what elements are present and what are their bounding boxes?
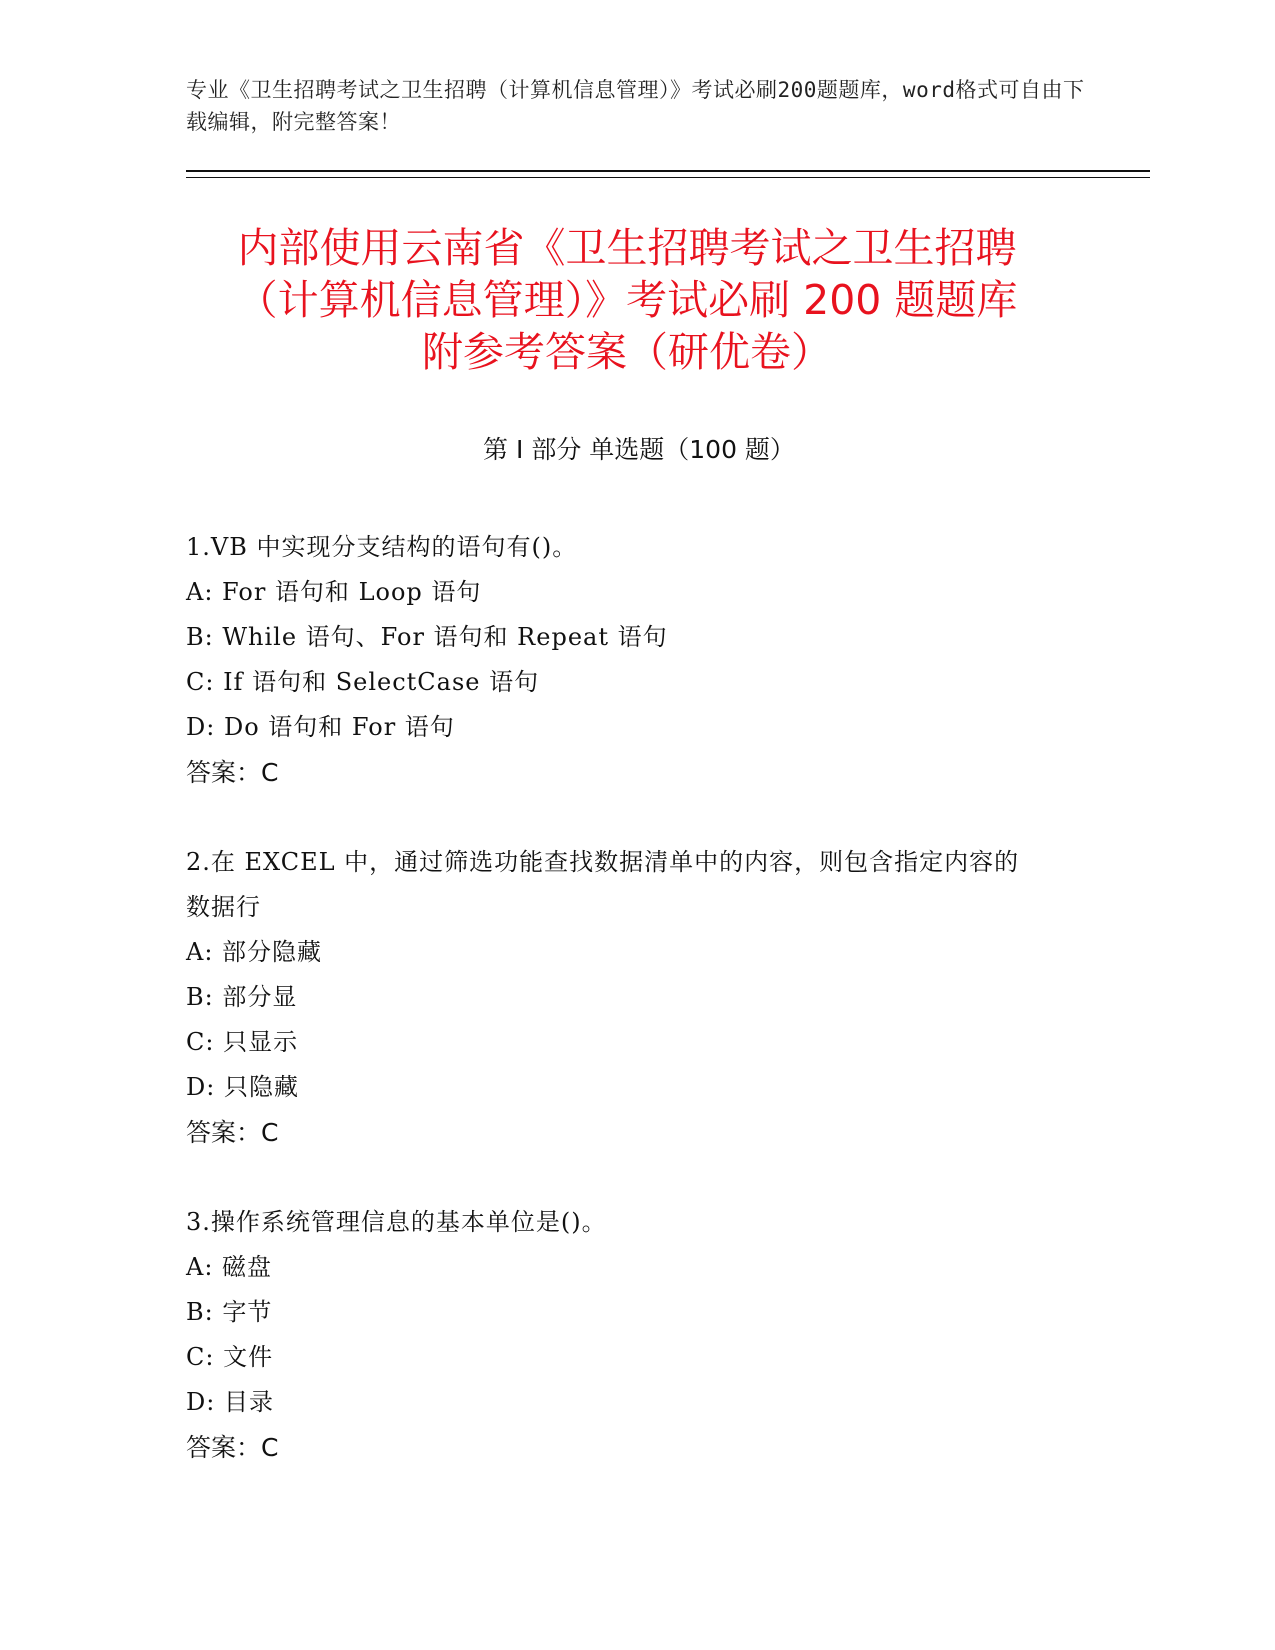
answer: 答案：C bbox=[186, 1118, 279, 1147]
option-d: D: 只隐藏 bbox=[186, 1073, 299, 1101]
question-text: 1.VB 中实现分支结构的语句有()。 bbox=[186, 533, 578, 561]
option-a: A: 磁盘 bbox=[186, 1253, 273, 1281]
question-text: 3.操作系统管理信息的基本单位是()。 bbox=[186, 1208, 607, 1236]
option-c: C: If 语句和 SelectCase 语句 bbox=[186, 668, 540, 696]
answer: 答案：C bbox=[186, 758, 279, 787]
option-d: D: 目录 bbox=[186, 1388, 274, 1416]
question-3 bbox=[186, 1200, 1066, 1470]
option-b: B: 部分显 bbox=[186, 983, 298, 1011]
option-d: D: Do 语句和 For 语句 bbox=[186, 713, 455, 741]
question-list bbox=[186, 525, 1066, 1515]
section-heading: 第 I 部分 单选题（100 题） bbox=[483, 435, 795, 464]
header-note: 专业《卫生招聘考试之卫生招聘（计算机信息管理）》考试必刷200题题库，word格式可自由下载编辑，附完整答案！ bbox=[186, 78, 1085, 134]
document-title bbox=[186, 222, 1068, 378]
title-line-2: （计算机信息管理）》考试必刷 200 题题库 bbox=[236, 276, 1018, 324]
title-line-1: 内部使用云南省《卫生招聘考试之卫生招聘 bbox=[237, 224, 1017, 272]
option-a: A: For 语句和 Loop 语句 bbox=[186, 578, 482, 606]
option-b: B: While 语句、For 语句和 Repeat 语句 bbox=[186, 623, 668, 651]
question-text: 2.在 EXCEL 中，通过筛选功能查找数据清单中的内容，则包含指定内容的数据行 bbox=[186, 848, 1020, 921]
answer: 答案：C bbox=[186, 1433, 279, 1462]
question-2 bbox=[186, 840, 1066, 1155]
option-c: C: 文件 bbox=[186, 1343, 274, 1371]
option-b: B: 字节 bbox=[186, 1298, 273, 1326]
title-line-3: 附参考答案（研优卷） bbox=[422, 328, 832, 376]
header-rule-thick bbox=[186, 170, 1150, 172]
question-1 bbox=[186, 525, 1066, 795]
option-c: C: 只显示 bbox=[186, 1028, 299, 1056]
option-a: A: 部分隐藏 bbox=[186, 938, 323, 966]
header-rule-thin bbox=[186, 177, 1150, 178]
